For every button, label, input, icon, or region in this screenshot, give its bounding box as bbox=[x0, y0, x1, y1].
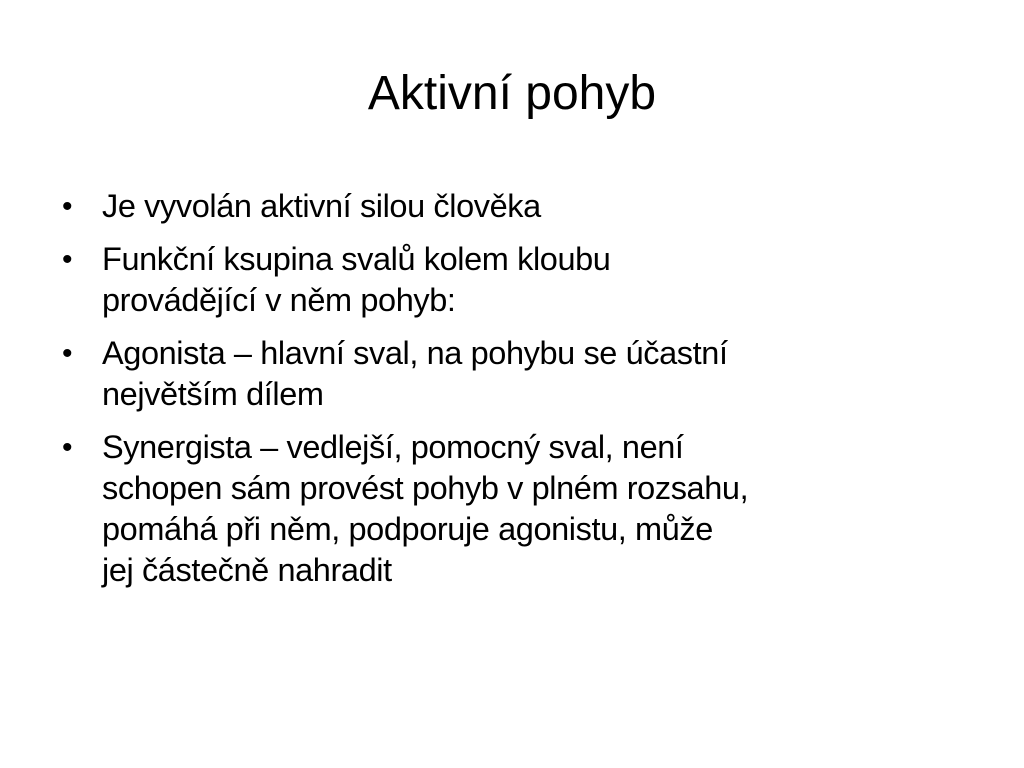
bullet-icon: • bbox=[62, 243, 73, 276]
bullet-icon: • bbox=[62, 337, 73, 370]
bullet-text-line: provádějící v něm pohyb: bbox=[102, 282, 456, 318]
bullet-text-line: Funkční ksupina svalů kolem kloubu bbox=[102, 241, 611, 277]
list-item bbox=[60, 239, 960, 321]
bullet-icon: • bbox=[62, 190, 73, 223]
bullet-icon: • bbox=[62, 431, 73, 464]
bullet-text-line: Agonista – hlavní sval, na pohybu se účastní bbox=[102, 335, 728, 371]
slide-title: Aktivní pohyb bbox=[367, 67, 657, 120]
list-item bbox=[60, 186, 960, 227]
list-item bbox=[60, 427, 960, 591]
bullet-text-line: pomáhá při něm, podporuje agonistu, může bbox=[102, 511, 713, 547]
list-item bbox=[60, 333, 960, 415]
bullet-text-line: jej částečně nahradit bbox=[102, 552, 392, 588]
bullet-text-line: největším dílem bbox=[102, 376, 324, 412]
bullet-list bbox=[60, 186, 960, 603]
bullet-text-line: Synergista – vedlejší, pomocný sval, není bbox=[102, 429, 684, 465]
bullet-text-line: schopen sám provést pohyb v plném rozsahu, bbox=[102, 470, 749, 506]
bullet-text-line: Je vyvolán aktivní silou člověka bbox=[102, 188, 541, 224]
